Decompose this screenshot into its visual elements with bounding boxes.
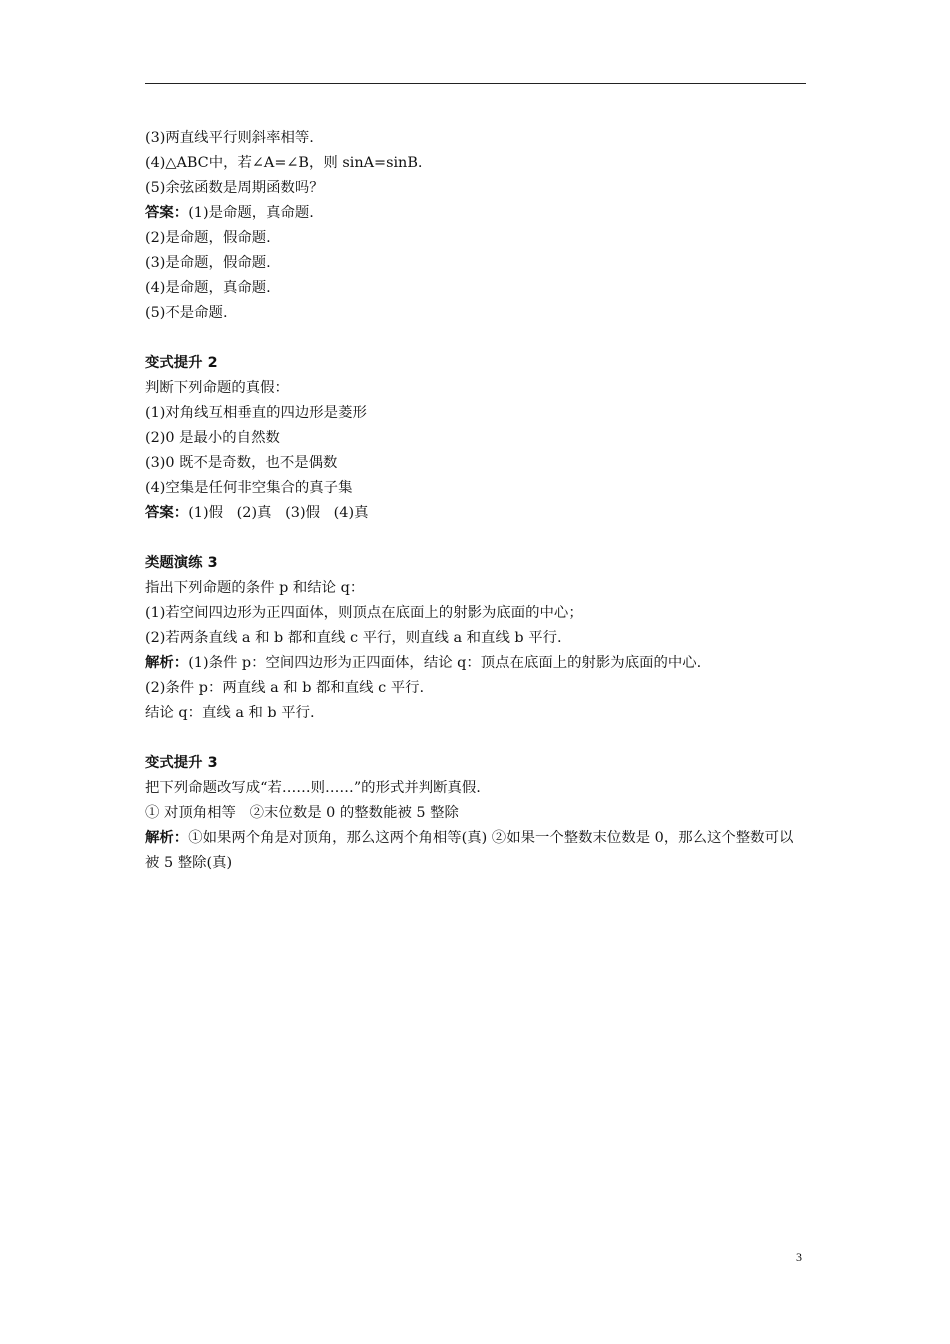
question-line: (5)余弦函数是周期函数吗？: [145, 180, 324, 196]
page-number: 3: [796, 1250, 802, 1264]
section-prompt: 判断下列命题的真假：: [145, 380, 289, 396]
question-line: (4)△ABC中，若∠A=∠B，则 sinA=sinB.: [145, 155, 423, 171]
section-heading: 类题演练 3: [145, 555, 218, 571]
answer-line: (3)是命题，假命题.: [145, 255, 271, 271]
list-item: (4)空集是任何非空集合的真子集: [145, 480, 353, 496]
answer-line: (2)是命题，假命题.: [145, 230, 271, 246]
section-heading: 变式提升 3: [145, 755, 218, 771]
analysis-line: (2)条件 p：两直线 a 和 b 都和直线 c 平行.: [145, 680, 425, 696]
analysis-label: 解析：: [145, 830, 189, 846]
analysis-text: ①如果两个角是对顶角，那么这两个角相等(真) ②如果一个整数末位数是 0，那么这个整数可以被 5 整除(真): [145, 830, 794, 871]
list-item: ① 对顶角相等 ②末位数是 0 的整数能被 5 整除: [145, 805, 459, 821]
section-prompt: 指出下列命题的条件 p 和结论 q：: [145, 580, 365, 596]
analysis-line: [145, 826, 807, 876]
answer-line: (4)是命题，真命题.: [145, 280, 271, 296]
analysis-label: 解析：: [145, 655, 189, 671]
analysis-text: (1)条件 p：空间四边形为正四面体，结论 q：顶点在底面上的射影为底面的中心.: [188, 655, 702, 671]
answer-text: (1)假 (2)真 (3)假 (4)真: [188, 505, 369, 521]
list-item: (1)对角线互相垂直的四边形是菱形: [145, 405, 367, 421]
answer-line: (5)不是命题.: [145, 305, 228, 321]
section-prompt: 把下列命题改写成“若……则……”的形式并判断真假.: [145, 780, 481, 796]
list-item: (2)0 是最小的自然数: [145, 430, 280, 446]
answer-label: 答案：: [145, 205, 189, 221]
list-item: (3)0 既不是奇数，也不是偶数: [145, 455, 338, 471]
section-heading: 变式提升 2: [145, 355, 218, 371]
header-rule: [145, 83, 806, 84]
answer-text: (1)是命题，真命题.: [188, 205, 314, 221]
analysis-line: [145, 651, 807, 676]
answer-line: [145, 501, 807, 526]
question-line: (3)两直线平行则斜率相等.: [145, 130, 314, 146]
analysis-line: 结论 q：直线 a 和 b 平行.: [145, 705, 315, 721]
list-item: (2)若两条直线 a 和 b 都和直线 c 平行，则直线 a 和直线 b 平行.: [145, 630, 562, 646]
answer-line: [145, 201, 807, 226]
answer-label: 答案：: [145, 505, 189, 521]
list-item: (1)若空间四边形为正四面体，则顶点在底面上的射影为底面的中心；: [145, 605, 583, 621]
page-content: [145, 126, 807, 876]
